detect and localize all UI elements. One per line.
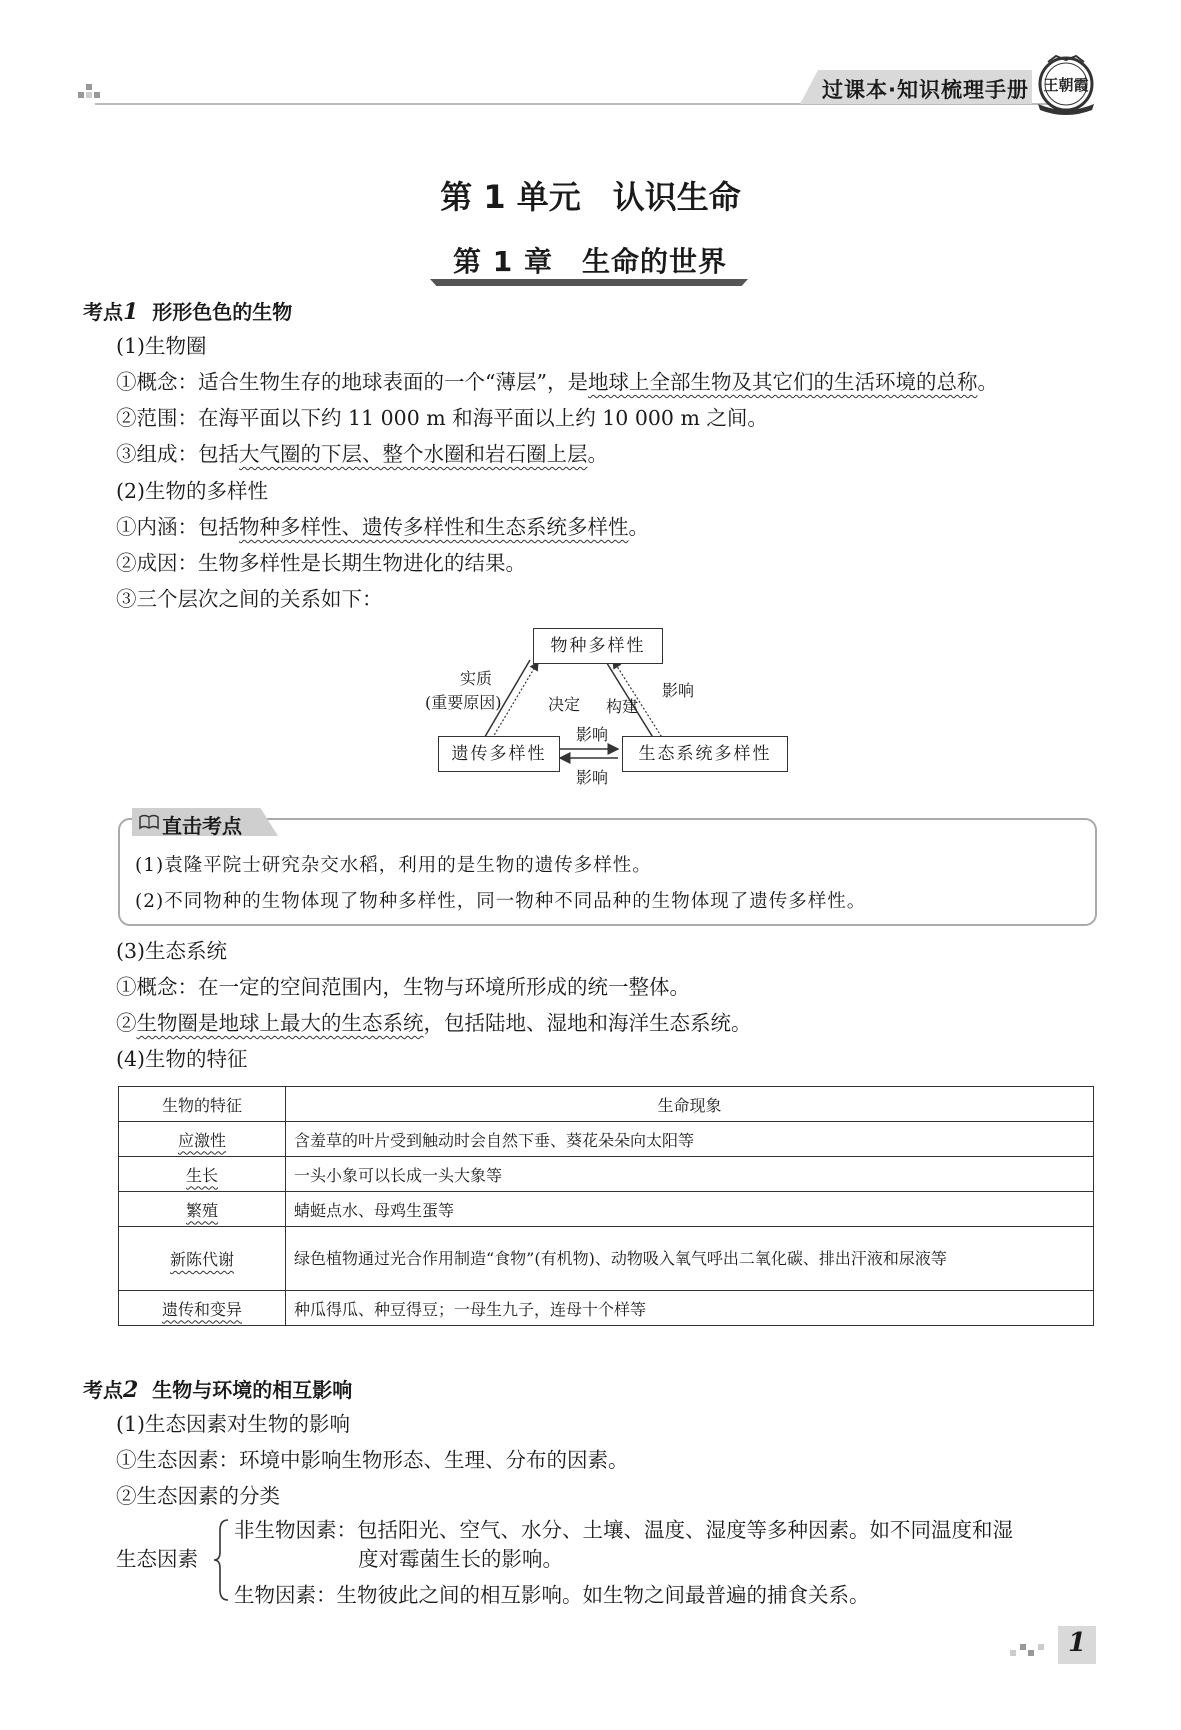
table-row bbox=[119, 1192, 1094, 1227]
feature-cell: 繁殖 bbox=[185, 1200, 218, 1220]
section-heading: (3)生态系统 bbox=[116, 939, 228, 963]
chapter-title: 第 1 章 生命的世界 bbox=[453, 245, 727, 278]
text-line: ①概念：适合生物生存的地球表面的一个“薄层”，是地球上全部生物及其它们的生活环境的总称。 bbox=[116, 370, 998, 394]
feature-cell: 遗传和变异 bbox=[161, 1299, 242, 1319]
header-title: 过课本·知识梳理手册 bbox=[822, 78, 1029, 102]
table-header-row bbox=[119, 1087, 1094, 1122]
kaodian-number: 2 bbox=[123, 1377, 139, 1403]
tip-line-1: (1)袁隆平院士研究杂交水稻，利用的是生物的遗传多样性。 bbox=[135, 855, 652, 876]
phenomenon-cell: 种瓜得瓜、种豆得豆；一母生九子，连母十个样等 bbox=[286, 1291, 1094, 1326]
page-number: 1 bbox=[1067, 1628, 1087, 1658]
box-species-diversity: 物种多样性 bbox=[533, 628, 663, 664]
diversity-diagram bbox=[400, 622, 800, 787]
table-header-cell: 生命现象 bbox=[286, 1087, 1094, 1122]
abiotic-line-1: 非生物因素：包括阳光、空气、水分、土壤、温度、湿度等多种因素。如不同温度和湿 bbox=[234, 1518, 1013, 1542]
section-heading: (4)生物的特征 bbox=[116, 1047, 248, 1071]
brand-seal-icon bbox=[1034, 54, 1098, 116]
kaodian-label: 考点 bbox=[83, 300, 123, 324]
text-line: ②生态因素的分类 bbox=[116, 1484, 280, 1508]
phenomenon-cell: 蜻蜓点水、母鸡生蛋等 bbox=[286, 1192, 1094, 1227]
kaodian-1-heading bbox=[83, 296, 292, 325]
text-line: ③三个层次之间的关系如下： bbox=[116, 587, 383, 611]
text-line: ①内涵：包括物种多样性、遗传多样性和生态系统多样性。 bbox=[116, 515, 649, 539]
table-row bbox=[119, 1157, 1094, 1192]
label-yingxiang-top: 影响 bbox=[576, 725, 609, 744]
kaodian-2-heading bbox=[83, 1374, 352, 1403]
label-goujian: 构建 bbox=[606, 697, 639, 716]
kaodian-label: 考点 bbox=[83, 1378, 123, 1402]
tip-tag-label: 直击考点 bbox=[162, 814, 242, 838]
key-point: 生物圈是地球上最大的生态系统 bbox=[136, 1011, 424, 1035]
phenomenon-cell: 含羞草的叶片受到触动时会自然下垂、葵花朵朵向太阳等 bbox=[286, 1122, 1094, 1157]
label-yingxiang-bottom: 影响 bbox=[576, 768, 609, 787]
feature-cell: 新陈代谢 bbox=[169, 1250, 234, 1269]
kaodian-title: 生物与环境的相互影响 bbox=[152, 1378, 353, 1402]
label-jueding: 决定 bbox=[548, 695, 581, 714]
footer-dots bbox=[1010, 1640, 1050, 1660]
text-line: ②范围：在海平面以下约 11 000 m 和海平面以上约 10 000 m 之间。 bbox=[116, 406, 768, 430]
feature-cell: 应激性 bbox=[177, 1130, 226, 1150]
box-ecosystem-diversity: 生态系统多样性 bbox=[622, 736, 788, 772]
unit-title: 第 1 单元 认识生命 bbox=[440, 178, 741, 216]
features-table bbox=[118, 1086, 1094, 1326]
text-line: ①概念：在一定的空间范围内，生物与环境所形成的统一整体。 bbox=[116, 975, 690, 999]
feature-cell: 生长 bbox=[185, 1165, 218, 1185]
key-point: 大气圈的下层、整个水圈和岩石圈上层 bbox=[239, 442, 588, 466]
chapter-underline bbox=[430, 279, 748, 286]
brace-label: 生态因素 bbox=[116, 1547, 198, 1571]
phenomenon-cell: 绿色植物通过光合作用制造“食物”(有机物)、动物吸入氧气呼出二氧化碳、排出汗液和尿液等 bbox=[286, 1227, 1094, 1291]
kaodian-title: 形形色色的生物 bbox=[152, 300, 293, 324]
tip-line-2: (2)不同物种的生物体现了物种多样性，同一物种不同品种的生物体现了遗传多样性。 bbox=[135, 891, 867, 912]
table-header-cell: 生物的特征 bbox=[119, 1087, 286, 1122]
section-heading: (1)生态因素对生物的影响 bbox=[116, 1412, 351, 1436]
text-line: ②生物圈是地球上最大的生态系统，包括陆地、湿地和海洋生态系统。 bbox=[116, 1011, 752, 1035]
table-row bbox=[119, 1122, 1094, 1157]
abiotic-line-2: 度对霉菌生长的影响。 bbox=[358, 1547, 563, 1571]
seal-text: 王朝霞 bbox=[1043, 76, 1089, 94]
brace-icon bbox=[212, 1518, 232, 1602]
chapter-title-wrap bbox=[432, 240, 748, 278]
phenomenon-cell: 一头小象可以长成一头大象等 bbox=[286, 1157, 1094, 1192]
label-zhongyao: (重要原因) bbox=[425, 693, 502, 712]
table-row bbox=[119, 1227, 1094, 1291]
key-point: 物种多样性、遗传多样性和生态系统多样性 bbox=[239, 515, 629, 539]
text-line: ③组成：包括大气圈的下层、整个水圈和岩石圈上层。 bbox=[116, 442, 608, 466]
text-line: ①生态因素：环境中影响生物形态、生理、分布的因素。 bbox=[116, 1448, 629, 1472]
label-shizhi: 实质 bbox=[460, 669, 493, 688]
book-icon bbox=[138, 813, 160, 831]
text-line: ②成因：生物多样性是长期生物进化的结果。 bbox=[116, 551, 526, 575]
header-dots-left bbox=[78, 84, 108, 104]
label-yingxiang-right: 影响 bbox=[662, 681, 695, 700]
section-heading: (2)生物的多样性 bbox=[116, 479, 269, 503]
biotic-line: 生物因素：生物彼此之间的相互影响。如生物之间最普遍的捕食关系。 bbox=[234, 1583, 870, 1607]
table-row bbox=[119, 1291, 1094, 1326]
kaodian-number: 1 bbox=[123, 299, 139, 325]
key-point: 地球上全部生物及其它们的生活环境的总称 bbox=[587, 370, 978, 394]
section-heading: (1)生物圈 bbox=[116, 334, 207, 358]
box-genetic-diversity: 遗传多样性 bbox=[438, 736, 560, 772]
